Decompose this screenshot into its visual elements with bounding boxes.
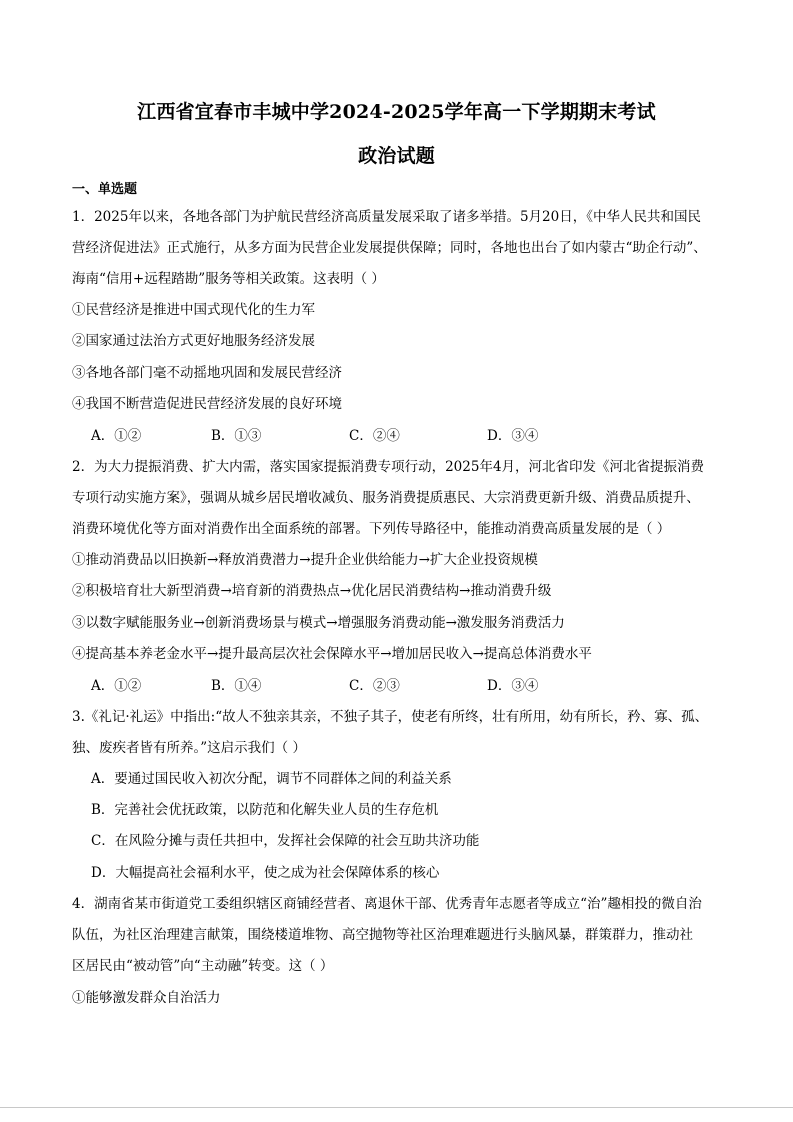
q2-stem-line: 专项行动实施方案》，强调从城乡居民增收减负、服务消费提质惠民、大宗消费更新升级、消费品质提升、 xyxy=(72,490,700,506)
q1-item: ①民营经济是推进中国式现代化的生力军 xyxy=(72,302,315,318)
q2-option-a: A．①② xyxy=(91,678,142,694)
q1-item: ②国家通过法治方式更好地服务经济发展 xyxy=(72,333,315,349)
q2-item: ①推动消费品以旧换新→释放消费潜力→提升企业供给能力→扩大企业投资规模 xyxy=(72,552,538,568)
q2-stem-line: 消费环境优化等方面对消费作出全面系统的部署。下列传导路径中，能推动消费高质量发展的是（ ） xyxy=(72,521,671,537)
q2-item: ②积极培育壮大新型消费→培育新的消费热点→优化居民消费结构→推动消费升级 xyxy=(72,583,552,599)
q2-stem-line: 2．为大力提振消费、扩大内需，落实国家提振消费专项行动，2025年4月，河北省印发《河北省提振消费 xyxy=(72,459,705,475)
q1-option-c: C．②④ xyxy=(349,428,400,444)
q3-stem-line: 3.《礼记·礼运》中指出:“故人不独亲其亲，不独子其子，使老有所终，壮有所用，幼有所长，矜、寡、孤、 xyxy=(72,709,709,725)
q3-option-b: B．完善社会优抚政策，以防范和化解失业人员的生存危机 xyxy=(91,802,439,818)
document-subtitle: 政治试题 xyxy=(358,145,435,167)
q4-stem-line: 区居民由“被动管”向“主动融”转变。这（ ） xyxy=(72,958,334,974)
q1-stem-line: 海南“信用+远程踏勘”服务等相关政策。这表明（ ） xyxy=(72,271,385,287)
q1-option-d: D．③④ xyxy=(487,428,539,444)
q1-option-b: B．①③ xyxy=(211,428,262,444)
q1-stem-line: 营经济促进法》正式施行，从多方面为民营企业发展提供保障；同时，各地也出台了如内蒙古“助企行动”、 xyxy=(72,240,707,256)
q3-stem-line: 独、废疾者皆有所养。”这启示我们（ ） xyxy=(72,740,306,756)
q1-item: ④我国不断营造促进民营经济发展的良好环境 xyxy=(72,396,342,412)
q4-stem-line: 队伍，为社区治理建言献策，围绕楼道堆物、高空抛物等社区治理难题进行头脑风暴，群策群力，推动社 xyxy=(72,927,693,943)
q4-item: ①能够激发群众自治活力 xyxy=(72,990,221,1006)
q2-item: ④提高基本养老金水平→提升最高层次社会保障水平→增加居民收入→提高总体消费水平 xyxy=(72,646,592,662)
q1-stem-line: 1．2025年以来，各地各部门为护航民营经济高质量发展采取了诸多举措。5月20日，《中华人民共和国民 xyxy=(72,209,701,225)
q2-item: ③以数字赋能服务业→创新消费场景与模式→增强服务消费动能→激发服务消费活力 xyxy=(72,615,565,631)
q2-option-d: D．③④ xyxy=(487,678,539,694)
q1-item: ③各地各部门毫不动摇地巩固和发展民营经济 xyxy=(72,365,342,381)
document-title: 江西省宜春市丰城中学2024-2025学年高一下学期期末考试 xyxy=(137,101,656,123)
q2-option-b: B．①④ xyxy=(211,678,262,694)
page-bottom-divider xyxy=(0,1107,793,1108)
q3-option-a: A．要通过国民收入初次分配，调节不同群体之间的利益关系 xyxy=(91,771,452,787)
q3-option-c: C．在风险分摊与责任共担中，发挥社会保障的社会互助共济功能 xyxy=(91,833,480,849)
q1-option-a: A．①② xyxy=(91,428,142,444)
q2-option-c: C．②③ xyxy=(349,678,400,694)
q4-stem-line: 4．湖南省某市街道党工委组织辖区商铺经营者、离退休干部、优秀青年志愿者等成立“治”趣相投的微自治 xyxy=(72,896,702,912)
section-heading: 一、单选题 xyxy=(72,182,138,197)
q3-option-d: D．大幅提高社会福利水平，使之成为社会保障体系的核心 xyxy=(91,865,440,881)
